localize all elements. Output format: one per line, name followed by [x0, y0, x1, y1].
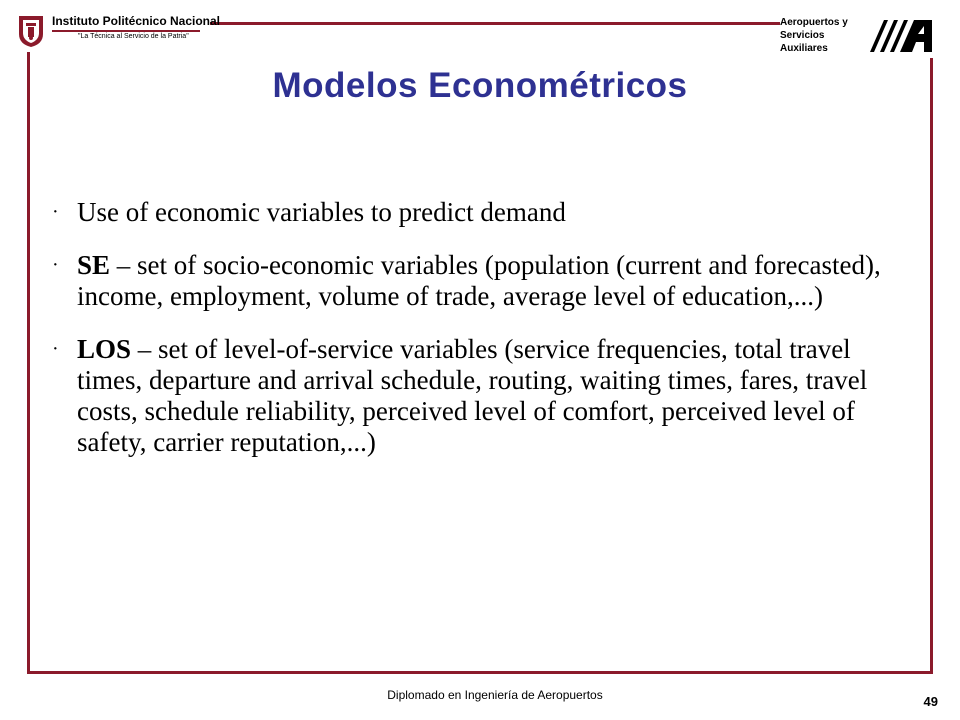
asa-header	[780, 0, 960, 58]
asa-name-line-1: Aeropuertos y	[780, 17, 848, 28]
asa-name	[780, 16, 848, 55]
bullet-dot-icon: ·	[52, 254, 59, 276]
bullet-term: SE	[77, 250, 111, 280]
slide-title: Modelos Econométricos	[272, 66, 688, 105]
bullet-text: – set of socio-economic variables (population (current and forecasted), income, employment, volume of trade, average level of education,...)	[77, 250, 881, 311]
ipn-header	[0, 0, 221, 52]
bullet-dot-icon: ·	[52, 201, 59, 223]
institution-motto: "La Técnica al Servicio de la Patria"	[78, 33, 189, 40]
bullet-item	[52, 197, 902, 228]
footer-course: Diplomado en Ingeniería de Aeropuertos	[387, 688, 603, 702]
bullet-dot-icon: ·	[52, 338, 59, 360]
bullet-item	[52, 250, 902, 312]
asa-logo-icon	[870, 18, 940, 54]
asa-name-line-2: Servicios	[780, 30, 825, 41]
bullet-text: Use of economic variables to predict demand	[77, 197, 566, 227]
bullet-item	[52, 334, 902, 458]
institution-name: Instituto Politécnico Nacional	[52, 14, 221, 28]
bullet-list	[52, 197, 902, 480]
page-number: 49	[923, 694, 938, 709]
bullet-term: LOS	[77, 334, 132, 364]
institution-divider	[52, 30, 200, 32]
ipn-seal-icon	[16, 14, 46, 48]
bullet-text: – set of level-of-service variables (service frequencies, total travel times, departure and arrival schedule, routing, waiting times, fares, travel costs, schedule reliability, perceived level of comfort, perceived level of safety, carrier reputation,...)	[77, 334, 868, 457]
asa-name-line-3: Auxiliares	[780, 43, 828, 54]
